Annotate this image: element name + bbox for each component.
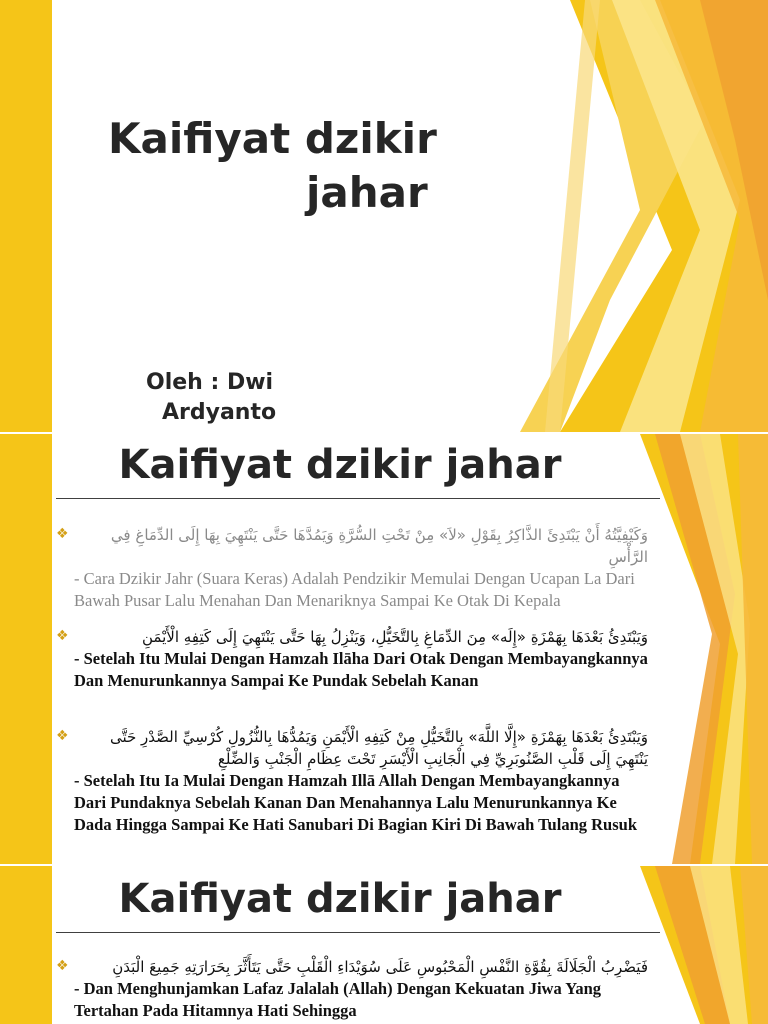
bullet-paragraph-3 <box>74 726 648 836</box>
author-line-2: Ardyanto <box>162 400 277 425</box>
translation-text: - Dan Menghunjamkan Lafaz Jalalah (Allah) Dengan Kekuatan Jiwa Yang Tertahan Pada Hitamnya Hati Sehingga <box>74 979 602 1020</box>
title-divider <box>56 498 660 499</box>
bullet-diamond-icon: ❖ <box>56 628 69 644</box>
author-line-1: Oleh : Dwi <box>146 370 274 395</box>
slide-2-title: Kaifiyat dzikir jahar <box>118 442 562 488</box>
arabic-text: وَكَيْفِيَّتُهُ أَنْ يَبْتَدِئَ الذَّاكِرُ بِقَوْلِ «لاَ» مِنْ تَحْتِ السُّرَّةِ وَيَمُدَّهَا حَتَّى يَنْتَهِيَ بِهَا إِلَى الدِّمَاغِ فِي الرَّأْسِ <box>110 526 648 566</box>
bullet-paragraph-1 <box>74 956 648 1022</box>
bullet-diamond-icon: ❖ <box>56 958 69 974</box>
translation-text: - Cara Dzikir Jahr (Suara Keras) Adalah Pendzikir Memulai Dengan Ucapan La Dari Bawah Pusar Lalu Menahan Dan Menariknya Sampai Ke Otak Di Kepala <box>74 569 635 610</box>
slide-1 <box>0 0 768 432</box>
title-divider <box>56 932 660 933</box>
bullet-diamond-icon: ❖ <box>56 526 69 542</box>
translation-text: - Setelah Itu Ia Mulai Dengan Hamzah Illā Allah Dengan Membayangkannya Dari Pundaknya Sebelah Kanan Dan Menahannya Lalu Menurunkannya Ke Dada Hingga Sampai Ke Hati Sanubari Di Bagian Kiri Di Bawah Tulang Rusuk <box>74 771 637 834</box>
bullet-diamond-icon: ❖ <box>56 728 69 744</box>
arabic-text: وَيَبْتَدِئُ بَعْدَهَا بِهَمْزَةِ «إِلَه» مِنَ الدِّمَاغِ بِالتَّخَيُّلِ، وَيَنْزِلُ بِهَا حَتَّى يَنْتَهِيَ إِلَى كَتِفِهِ الْأَيْمَنِ <box>142 628 648 646</box>
bullet-paragraph-1 <box>74 524 648 612</box>
arabic-text: وَيَبْتَدِئُ بَعْدَهَا بِهَمْزَةِ «إِلَّا اللَّهَ» بِالتَّخَيُّلِ مِنْ كَتِفِهِ الْأَيْمَنِ وَيَمُدُّهَا بِالنُّزُولِ كُرْسِيِّ الصَّدْرِ حَتَّى يَنْتَهِيَ إِلَى قَلْبِ الصَّنُوبَرِيِّ فِي الْجَانِبِ الْأَيْسَرِ تَحْتَ عِظَامِ الْجَنْبِ وَالضِّلْعِ <box>109 728 648 768</box>
translation-text: - Setelah Itu Mulai Dengan Hamzah Ilāha Dari Otak Dengan Membayangkannya Dan Menurunkannya Sampai Ke Pundak Sebelah Kanan <box>74 649 648 690</box>
slide-3 <box>0 866 768 1024</box>
title-line-1: Kaifiyat dzikir <box>108 114 437 163</box>
arabic-text: فَيَضْرِبُ الْجَلَالَةَ بِقُوَّةِ النَّفْسِ الْمَحْبُوسِ عَلَى سُوَيْدَاءِ الْقَلْبِ حَتَّى يَتَأَثَّرَ بِحَرَارَتِهِ جَمِيعَ الْبَدَنِ <box>112 958 648 976</box>
title-line-2: jahar <box>306 168 428 217</box>
slide-3-title: Kaifiyat dzikir jahar <box>118 876 562 922</box>
bullet-paragraph-2 <box>74 626 648 692</box>
slide-1-title <box>108 112 508 220</box>
author <box>146 368 276 428</box>
slide-2 <box>0 434 768 864</box>
